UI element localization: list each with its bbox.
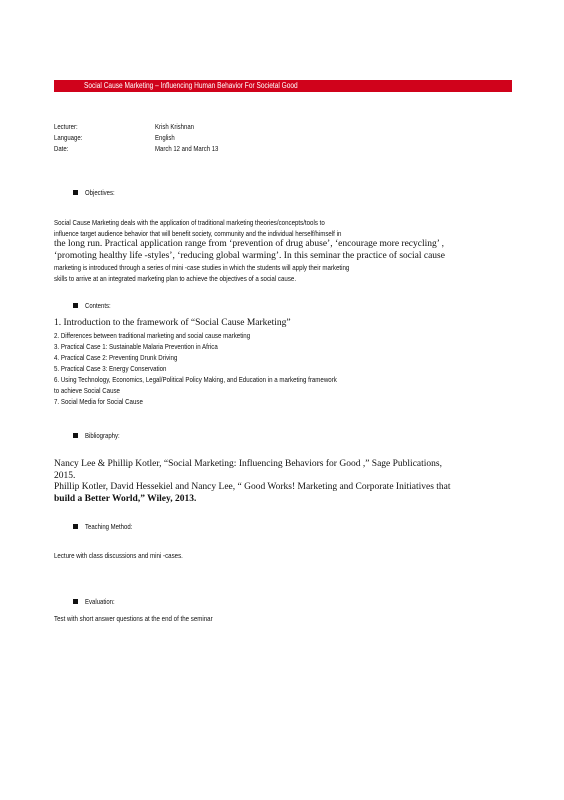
date-row bbox=[54, 143, 354, 154]
course-info bbox=[54, 121, 354, 154]
language-label: Language: bbox=[54, 133, 83, 142]
objectives-line: marketing is introduced through a series of mini -case studies in which the students will apply their marketing bbox=[54, 263, 350, 272]
square-bullet-icon bbox=[73, 524, 78, 529]
language-row bbox=[54, 132, 354, 143]
objectives-text bbox=[54, 217, 502, 284]
list-item: 6. Using Technology, Economics, Legal/Political Policy Making, and Education in a marketing framework bbox=[54, 374, 337, 384]
bibliography-list bbox=[54, 459, 502, 505]
objectives-heading: Objectives: bbox=[85, 188, 115, 197]
date-label: Date: bbox=[54, 144, 69, 153]
square-bullet-icon bbox=[73, 433, 78, 438]
lecturer-value: Krish Krishnan bbox=[155, 122, 195, 131]
list-item: 5. Practical Case 3: Energy Conservation bbox=[54, 363, 167, 373]
list-item: to achieve Social Cause bbox=[54, 385, 120, 395]
objectives-line: Social Cause Marketing deals with the application of traditional marketing theories/concepts/tools to bbox=[54, 218, 325, 227]
title-banner bbox=[54, 80, 512, 92]
lecturer-row bbox=[54, 121, 354, 132]
objectives-heading-row bbox=[73, 188, 122, 197]
bibliography-heading: Bibliography: bbox=[85, 431, 120, 440]
list-item: 3. Practical Case 1: Sustainable Malaria Prevention in Africa bbox=[54, 341, 218, 351]
bibliography-entry: Phillip Kotler, David Hessekiel and Nancy Lee, “ Good Works! Marketing and Corporate Initiatives that bbox=[54, 482, 451, 492]
list-item: 2. Differences between traditional marketing and social cause marketing bbox=[54, 330, 251, 340]
list-item: 7. Social Media for Social Cause bbox=[54, 396, 143, 406]
bibliography-heading-row bbox=[73, 431, 128, 440]
teaching-heading: Teaching Method: bbox=[85, 522, 133, 531]
teaching-heading-row bbox=[73, 522, 144, 531]
evaluation-heading-row bbox=[73, 597, 122, 606]
language-value: English bbox=[155, 133, 175, 142]
evaluation-line: Test with short answer questions at the end of the seminar bbox=[54, 614, 213, 623]
objectives-line: influence target audience behavior that will benefit society, community and the individual herself/himself in bbox=[54, 229, 342, 238]
evaluation-heading: Evaluation: bbox=[85, 597, 115, 606]
date-value: March 12 and March 13 bbox=[155, 144, 219, 153]
square-bullet-icon bbox=[73, 190, 78, 195]
contents-list bbox=[54, 318, 502, 407]
objectives-line: ‘promoting healthy life -styles’, ‘reducing global warming’. In this seminar the practice of social cause bbox=[54, 250, 445, 261]
contents-heading: Contents: bbox=[85, 301, 111, 310]
evaluation-text bbox=[54, 613, 502, 624]
list-item: 1. Introduction to the framework of “Social Cause Marketing” bbox=[54, 318, 291, 328]
square-bullet-icon bbox=[73, 599, 78, 604]
bibliography-entry: Nancy Lee & Phillip Kotler, “Social Marketing: Influencing Behaviors for Good ,” Sage Publications, bbox=[54, 459, 442, 469]
bibliography-entry: 2015. bbox=[54, 470, 76, 481]
banner-title: Social Cause Marketing – Influencing Human Behavior For Societal Good bbox=[84, 81, 298, 90]
square-bullet-icon bbox=[73, 303, 78, 308]
teaching-line: Lecture with class discussions and mini -cases. bbox=[54, 551, 183, 560]
list-item: 4. Practical Case 2: Preventing Drunk Driving bbox=[54, 352, 178, 362]
contents-heading-row bbox=[73, 301, 117, 310]
lecturer-label: Lecturer: bbox=[54, 122, 78, 131]
objectives-line: the long run. Practical application range from ‘prevention of drug abuse’, ‘encourage more recycling’ , bbox=[54, 239, 444, 249]
teaching-text bbox=[54, 550, 502, 561]
objectives-line: skills to arrive at an integrated marketing plan to achieve the objectives of a social cause. bbox=[54, 274, 297, 283]
bibliography-entry: build a Better World,” Wiley, 2013. bbox=[54, 493, 197, 504]
